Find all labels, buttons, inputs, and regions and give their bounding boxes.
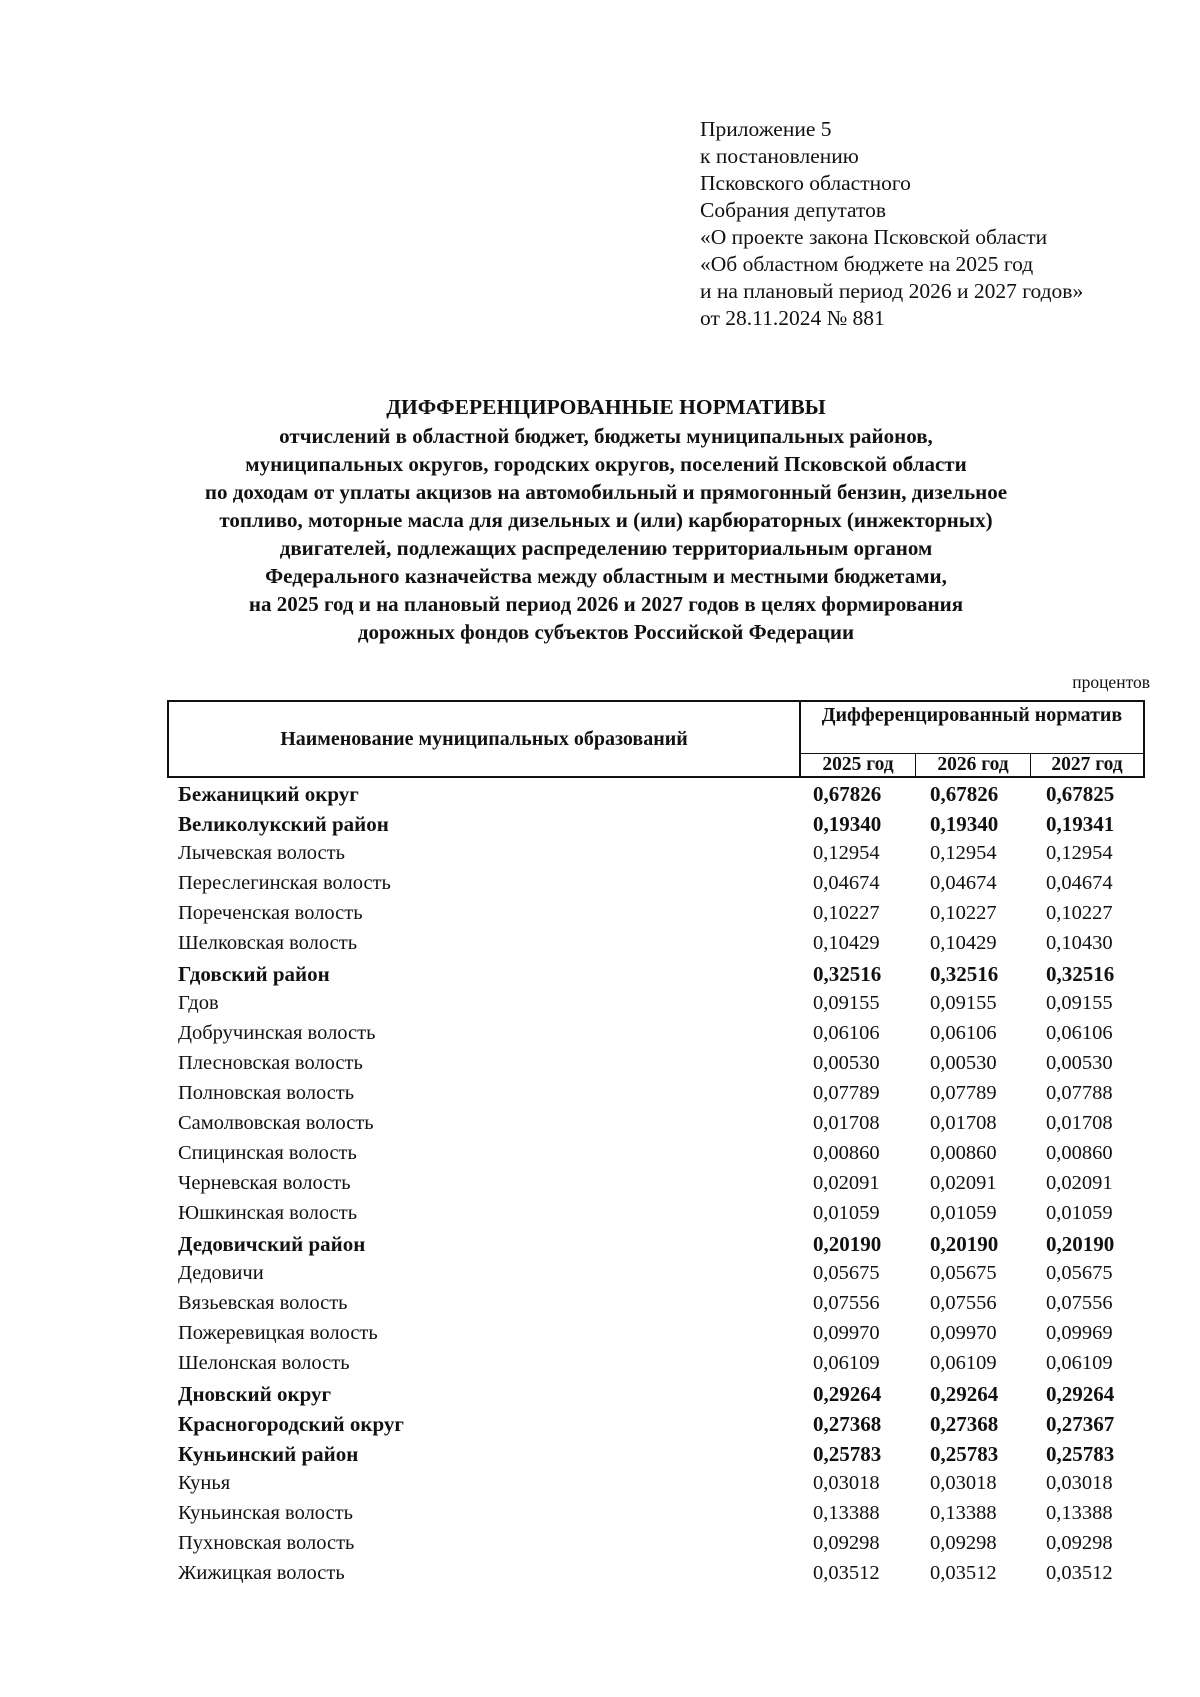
norm-value-2027: 0,20190: [1046, 1232, 1115, 1256]
norm-value-2027: 0,12954: [1046, 842, 1113, 864]
norm-value-2027: 0,09298: [1046, 1532, 1113, 1554]
municipality-name: Добручинская волость: [178, 1022, 376, 1044]
norm-value-2026: 0,03512: [930, 1562, 997, 1584]
norm-value-2026: 0,09298: [930, 1532, 997, 1554]
norm-value-2026: 0,25783: [930, 1442, 999, 1466]
norm-value-2027: 0,09155: [1046, 992, 1113, 1014]
appendix-line: Собрания депутатов: [700, 198, 886, 222]
table-row: [0, 1289, 1200, 1319]
title-main: ДИФФЕРЕНЦИРОВАННЫЕ НОРМАТИВЫ: [386, 395, 826, 419]
norm-value-2026: 0,00860: [930, 1142, 997, 1164]
norm-value-2025: 0,07556: [813, 1292, 880, 1314]
title-line: топливо, моторные масла для дизельных и (или) карбюраторных (инжекторных): [219, 508, 993, 532]
header-name-cell: Наименование муниципальных образований: [169, 702, 801, 776]
table-body: [0, 779, 1200, 1589]
norm-value-2025: 0,06109: [813, 1352, 880, 1374]
table-row: [0, 899, 1200, 929]
table-row: [0, 1379, 1200, 1409]
table-header: [167, 700, 1145, 778]
norm-value-2026: 0,04674: [930, 872, 997, 894]
norm-value-2027: 0,29264: [1046, 1382, 1115, 1406]
norm-value-2026: 0,27368: [930, 1412, 999, 1436]
norm-value-2026: 0,19340: [930, 812, 999, 836]
norm-value-2026: 0,01708: [930, 1112, 997, 1134]
title-line: муниципальных округов, городских округов, поселений Псковской области: [245, 452, 967, 476]
appendix-reference: [700, 116, 1170, 332]
title-line: на 2025 год и на плановый период 2026 и 2027 годов в целях формирования: [248, 592, 964, 616]
table-row: [0, 989, 1200, 1019]
norm-value-2027: 0,19341: [1046, 812, 1115, 836]
norm-value-2027: 0,06106: [1046, 1022, 1113, 1044]
title-line: Федерального казначейства между областным и местными бюджетами,: [265, 564, 947, 588]
title-line: отчислений в областной бюджет, бюджеты муниципальных районов,: [279, 424, 933, 448]
norm-value-2026: 0,09970: [930, 1322, 997, 1344]
norm-value-2027: 0,05675: [1046, 1262, 1113, 1284]
norm-value-2025: 0,00530: [813, 1052, 880, 1074]
norm-value-2026: 0,09155: [930, 992, 997, 1014]
norm-value-2025: 0,19340: [813, 812, 882, 836]
appendix-line: «Об областном бюджете на 2025 год: [700, 252, 1034, 276]
norm-value-2027: 0,01059: [1046, 1202, 1113, 1224]
norm-value-2026: 0,02091: [930, 1172, 997, 1194]
appendix-line: Приложение 5: [700, 117, 832, 141]
table-row: [0, 1199, 1200, 1229]
norm-value-2027: 0,10227: [1046, 902, 1113, 924]
municipality-name: Кунья: [178, 1472, 231, 1494]
norm-value-2027: 0,00530: [1046, 1052, 1113, 1074]
title-line: дорожных фондов субъектов Российской Федерации: [357, 620, 855, 644]
norm-value-2025: 0,00860: [813, 1142, 880, 1164]
norm-value-2026: 0,67826: [930, 782, 999, 806]
title-line: по доходам от уплаты акцизов на автомобильный и прямогонный бензин, дизельное: [204, 480, 1008, 504]
municipality-name: Гдовский район: [178, 962, 330, 986]
norm-value-2025: 0,07789: [813, 1082, 880, 1104]
header-norm-cell: Дифференцированный норматив: [801, 702, 1143, 754]
table-row: [0, 959, 1200, 989]
municipality-name: Шелковская волость: [178, 932, 358, 954]
municipality-name: Дновский округ: [178, 1382, 332, 1406]
norm-value-2025: 0,09298: [813, 1532, 880, 1554]
table-row: [0, 1109, 1200, 1139]
norm-value-2025: 0,09970: [813, 1322, 880, 1344]
municipality-name: Красногородский округ: [178, 1412, 404, 1436]
norm-value-2025: 0,03512: [813, 1562, 880, 1584]
municipality-name: Лычевская волость: [178, 842, 345, 864]
norm-value-2027: 0,25783: [1046, 1442, 1115, 1466]
municipality-name: Жижицкая волость: [178, 1562, 345, 1584]
table-row: [0, 1139, 1200, 1169]
norm-value-2025: 0,01059: [813, 1202, 880, 1224]
document-title: [100, 393, 1112, 646]
appendix-line: к постановлению: [700, 144, 859, 168]
norm-value-2026: 0,10429: [930, 932, 997, 954]
norm-value-2026: 0,29264: [930, 1382, 999, 1406]
municipality-name: Самолвовская волость: [178, 1112, 374, 1134]
norm-value-2025: 0,04674: [813, 872, 880, 894]
table-row: [0, 1529, 1200, 1559]
municipality-name: Вязьевская волость: [178, 1292, 348, 1314]
appendix-line: от 28.11.2024 № 881: [700, 306, 885, 330]
municipality-name: Черневская волость: [178, 1172, 351, 1194]
table-row: [0, 839, 1200, 869]
table-row: [0, 809, 1200, 839]
table-row: [0, 1319, 1200, 1349]
norm-value-2027: 0,67825: [1046, 782, 1115, 806]
norm-value-2026: 0,00530: [930, 1052, 997, 1074]
norm-value-2027: 0,07556: [1046, 1292, 1113, 1314]
norm-value-2027: 0,07788: [1046, 1082, 1113, 1104]
norm-value-2025: 0,10227: [813, 902, 880, 924]
table-row: [0, 1259, 1200, 1289]
norm-value-2026: 0,20190: [930, 1232, 999, 1256]
norm-value-2027: 0,09969: [1046, 1322, 1113, 1344]
norm-value-2025: 0,02091: [813, 1172, 880, 1194]
norm-value-2027: 0,03018: [1046, 1472, 1113, 1494]
header-year-2027: 2027 год: [1051, 754, 1123, 775]
norm-value-2025: 0,12954: [813, 842, 880, 864]
norm-value-2027: 0,32516: [1046, 962, 1115, 986]
norm-value-2025: 0,27368: [813, 1412, 882, 1436]
norm-value-2025: 0,67826: [813, 782, 882, 806]
municipality-name: Куньинский район: [178, 1442, 359, 1466]
municipality-name: Спицинская волость: [178, 1142, 357, 1164]
header-year-2025: 2025 год: [801, 754, 916, 776]
municipality-name: Пухновская волость: [178, 1532, 355, 1554]
municipality-name: Шелонская волость: [178, 1352, 350, 1374]
norm-value-2025: 0,03018: [813, 1472, 880, 1494]
appendix-line: «О проекте закона Псковской области: [700, 225, 1048, 249]
table-row: [0, 1019, 1200, 1049]
norm-value-2025: 0,29264: [813, 1382, 882, 1406]
municipality-name: Дедовичский район: [178, 1232, 366, 1256]
norm-value-2025: 0,25783: [813, 1442, 882, 1466]
municipality-name: Плесновская волость: [178, 1052, 363, 1074]
table-row: [0, 779, 1200, 809]
municipality-name: Переслегинская волость: [178, 872, 391, 894]
norm-value-2025: 0,05675: [813, 1262, 880, 1284]
municipality-name: Куньинская волость: [178, 1502, 353, 1524]
unit-label: процентов: [1072, 672, 1150, 692]
norm-value-2026: 0,13388: [930, 1502, 997, 1524]
title-line: двигателей, подлежащих распределению территориальным органом: [279, 536, 933, 560]
header-year-2026: 2026 год: [916, 754, 1031, 776]
municipality-name: Пореченская волость: [178, 902, 363, 924]
norm-value-2027: 0,10430: [1046, 932, 1113, 954]
municipality-name: Юшкинская волость: [178, 1202, 358, 1224]
norm-value-2026: 0,01059: [930, 1202, 997, 1224]
norm-value-2025: 0,10429: [813, 932, 880, 954]
table-row: [0, 1049, 1200, 1079]
norm-value-2026: 0,07789: [930, 1082, 997, 1104]
norm-value-2027: 0,02091: [1046, 1172, 1113, 1194]
norm-value-2027: 0,00860: [1046, 1142, 1113, 1164]
municipality-name: Великолукский район: [178, 812, 389, 836]
table-row: [0, 1439, 1200, 1469]
appendix-line: Псковского областного: [700, 171, 911, 195]
norm-value-2027: 0,03512: [1046, 1562, 1113, 1584]
table-row: [0, 1169, 1200, 1199]
norm-value-2026: 0,06109: [930, 1352, 997, 1374]
appendix-line: и на плановый период 2026 и 2027 годов»: [700, 279, 1084, 303]
norm-value-2026: 0,10227: [930, 902, 997, 924]
municipality-name: Дедовичи: [178, 1262, 264, 1284]
norm-value-2027: 0,13388: [1046, 1502, 1113, 1524]
table-row: [0, 1469, 1200, 1499]
table-row: [0, 869, 1200, 899]
norm-value-2027: 0,04674: [1046, 872, 1113, 894]
table-row: [0, 1079, 1200, 1109]
table-row: [0, 1349, 1200, 1379]
norm-value-2026: 0,03018: [930, 1472, 997, 1494]
norm-value-2025: 0,20190: [813, 1232, 882, 1256]
norm-value-2025: 0,32516: [813, 962, 882, 986]
norm-value-2027: 0,01708: [1046, 1112, 1113, 1134]
table-row: [0, 929, 1200, 959]
municipality-name: Бежаницкий округ: [178, 782, 359, 806]
table-row: [0, 1409, 1200, 1439]
table-row: [0, 1559, 1200, 1589]
norm-value-2025: 0,01708: [813, 1112, 880, 1134]
norm-value-2025: 0,13388: [813, 1502, 880, 1524]
norm-value-2027: 0,06109: [1046, 1352, 1113, 1374]
norm-value-2026: 0,12954: [930, 842, 997, 864]
table-row: [0, 1499, 1200, 1529]
norm-value-2026: 0,07556: [930, 1292, 997, 1314]
norm-value-2027: 0,27367: [1046, 1412, 1115, 1436]
norm-value-2026: 0,06106: [930, 1022, 997, 1044]
norm-value-2025: 0,06106: [813, 1022, 880, 1044]
norm-value-2026: 0,32516: [930, 962, 999, 986]
municipality-name: Гдов: [178, 992, 219, 1014]
table-row: [0, 1229, 1200, 1259]
norm-value-2026: 0,05675: [930, 1262, 997, 1284]
norm-value-2025: 0,09155: [813, 992, 880, 1014]
municipality-name: Полновская волость: [178, 1082, 355, 1104]
municipality-name: Пожеревицкая волость: [178, 1322, 378, 1344]
